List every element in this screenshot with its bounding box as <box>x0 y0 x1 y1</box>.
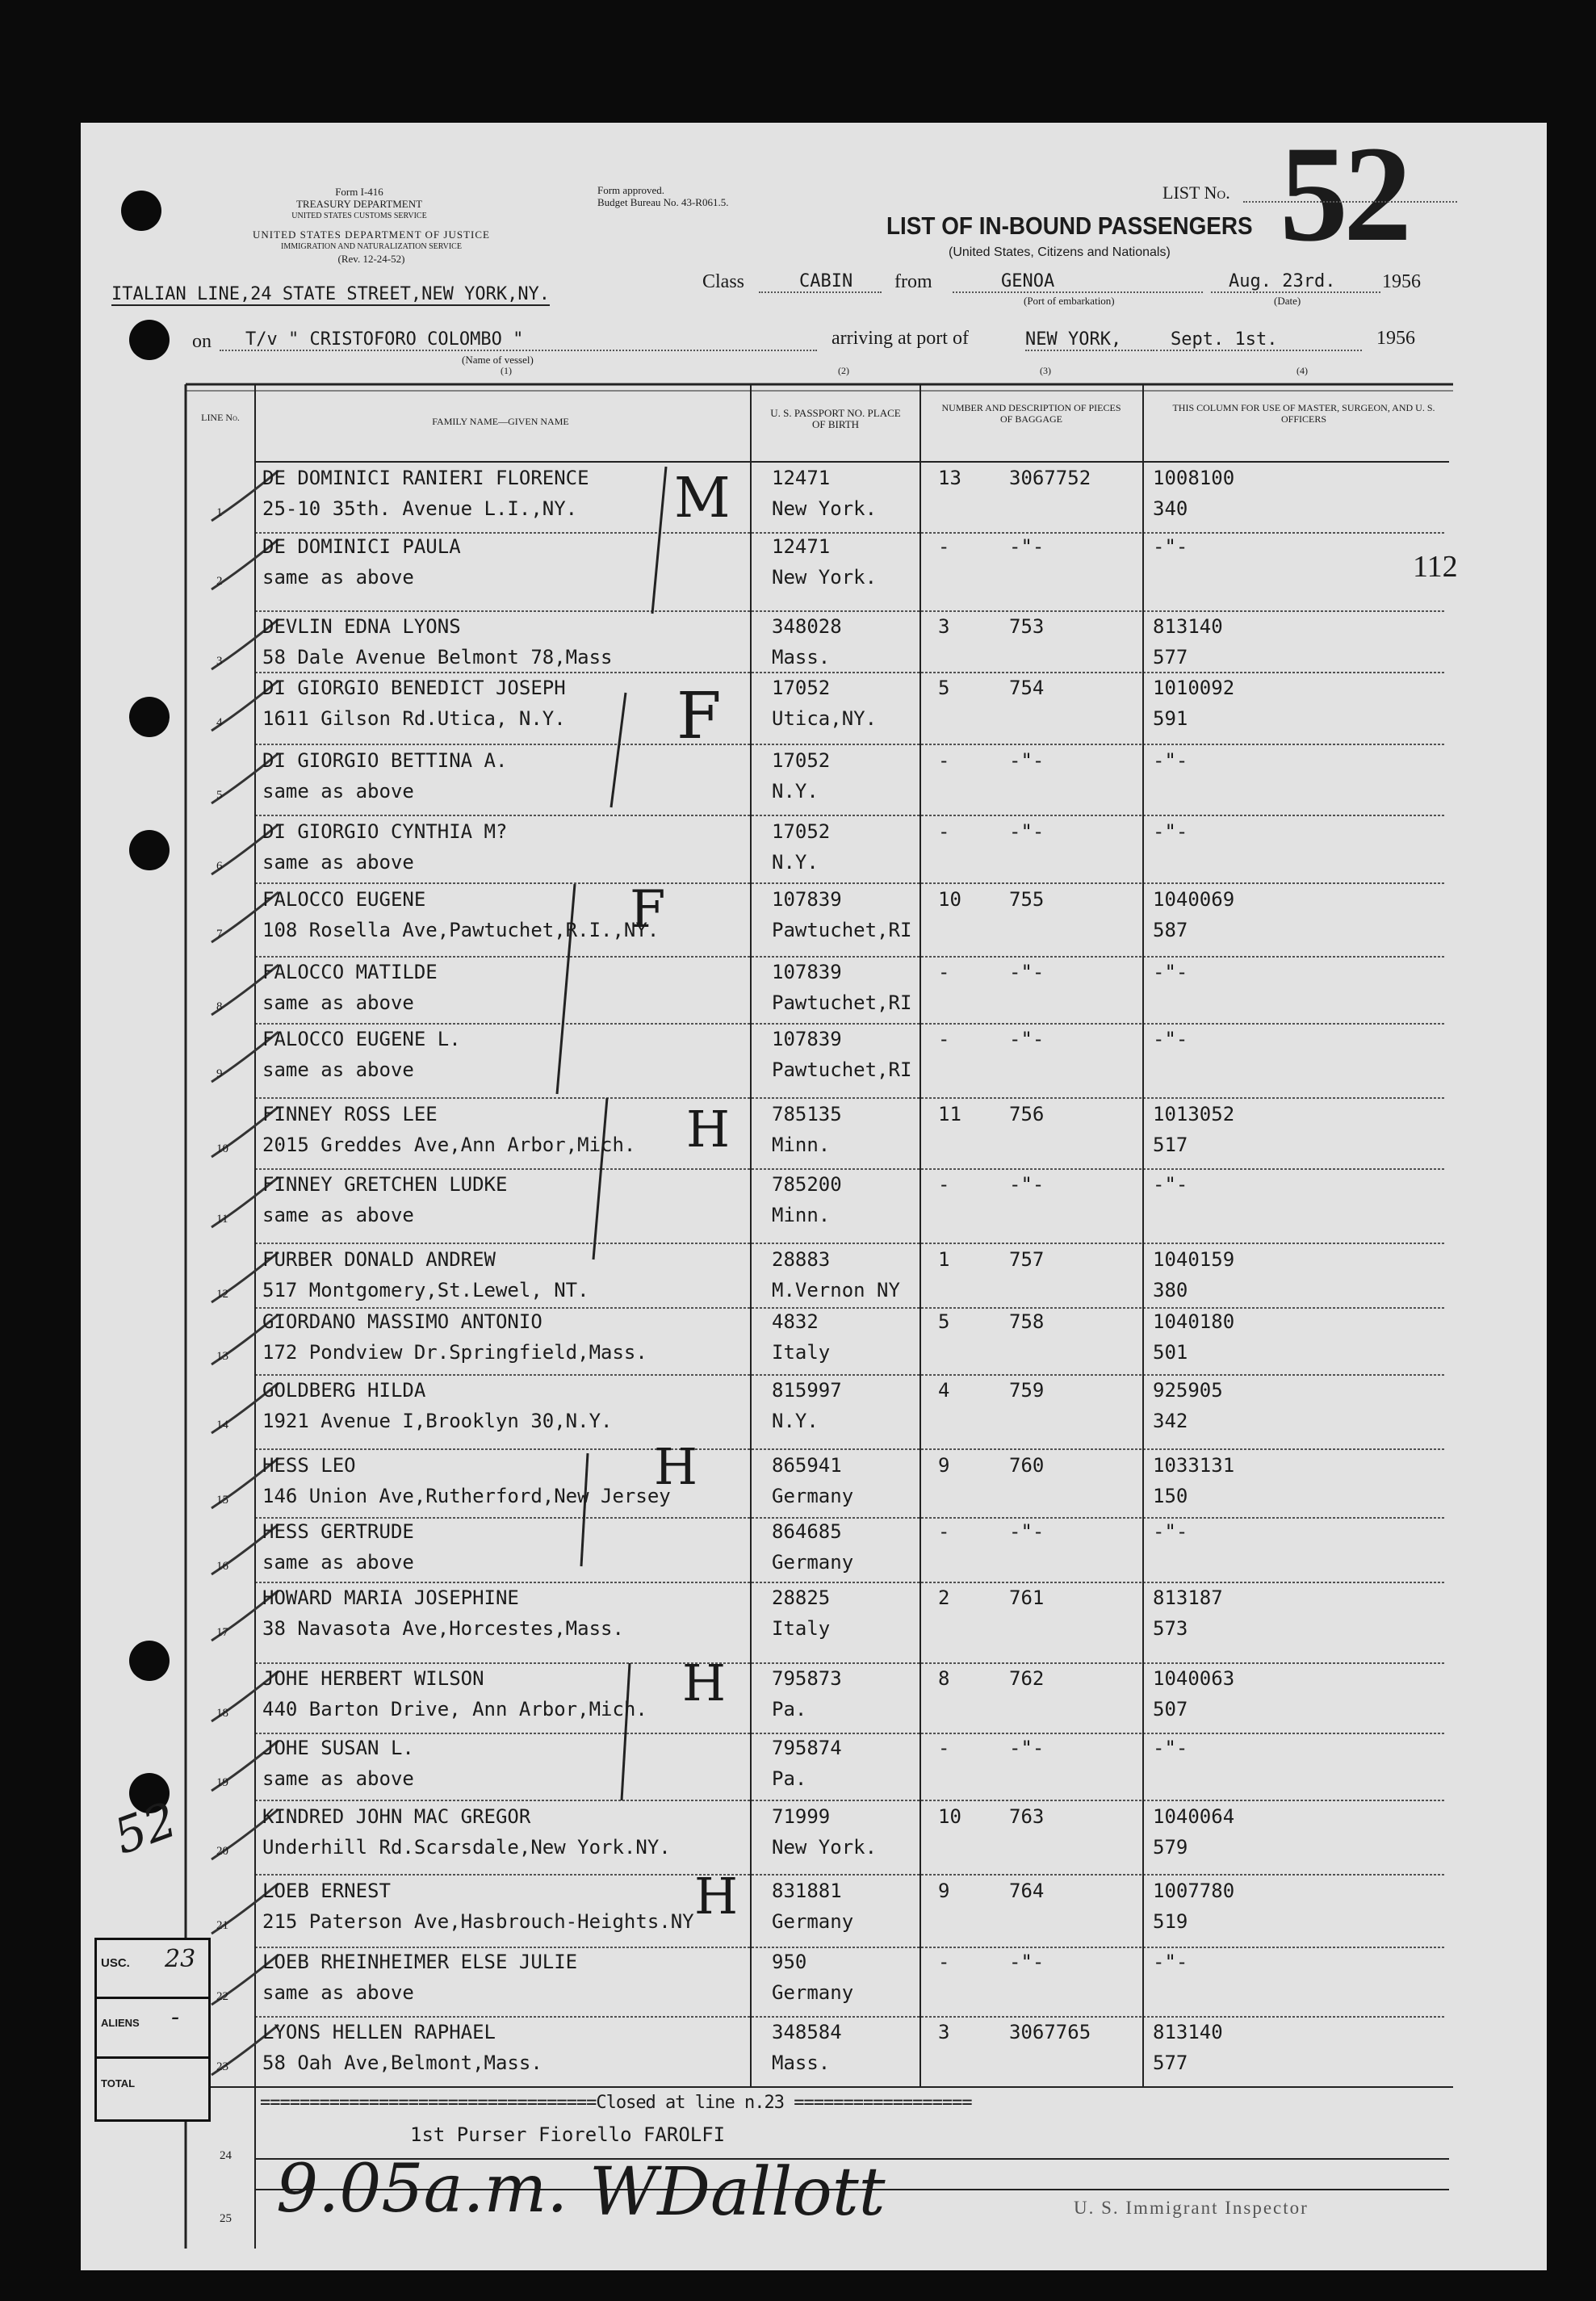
col4-note: (4) <box>1296 365 1308 376</box>
officer-code: -"- <box>1153 961 1188 983</box>
budget-bureau: Budget Bureau No. 43-R061.5. <box>597 196 729 208</box>
baggage-pieces: - <box>938 1951 950 1973</box>
officer-subcode: 591 <box>1153 707 1188 730</box>
passenger-address: 440 Barton Drive, Ann Arbor,Mich. <box>262 1698 647 1721</box>
passenger-address: 38 Navasota Ave,Horcestes,Mass. <box>262 1617 624 1640</box>
passenger-name: DEVLIN EDNA LYONS <box>262 615 461 638</box>
line-number: 12 <box>216 1288 228 1301</box>
purser-name: 1st Purser Fiorello FAROLFI <box>410 2123 726 2146</box>
place-of-birth: Italy <box>772 1341 831 1364</box>
line-number: 19 <box>216 1776 228 1789</box>
passenger-address: 58 Oah Ave,Belmont,Mass. <box>262 2052 542 2074</box>
baggage-pieces: - <box>938 1028 950 1050</box>
passport-number: 950 <box>772 1951 807 1973</box>
customs-service: UNITED STATES CUSTOMS SERVICE <box>291 212 427 220</box>
manifest-subtitle: (United States, Citizens and Nationals) <box>949 245 1171 259</box>
passenger-address: 108 Rosella Ave,Pawtuchet,R.I.,NY. <box>262 919 660 941</box>
officer-code: -"- <box>1153 749 1188 772</box>
baggage-number: 759 <box>1009 1379 1045 1402</box>
passport-number: 17052 <box>772 677 831 699</box>
line-number: 16 <box>216 1560 228 1573</box>
passenger-name: GOLDBERG HILDA <box>262 1379 426 1402</box>
officer-code: -"- <box>1153 1737 1188 1759</box>
class-value: CABIN <box>759 271 882 293</box>
passport-number: 865941 <box>772 1454 842 1477</box>
place-of-birth: Pawtuchet,RI <box>772 919 912 941</box>
line-number: 10 <box>216 1142 228 1155</box>
form-number: Form I-416 <box>335 186 383 198</box>
col1-note: (1) <box>501 365 512 376</box>
baggage-pieces: 11 <box>938 1103 961 1125</box>
col2-note: (2) <box>838 365 849 376</box>
officer-code: 1013052 <box>1153 1103 1235 1125</box>
officer-subcode: 587 <box>1153 919 1188 941</box>
punch-hole <box>129 697 170 737</box>
passport-number: 107839 <box>772 961 842 983</box>
list-label: LIST No. <box>1162 182 1230 203</box>
baggage-pieces: 3 <box>938 615 950 638</box>
passenger-address: 1611 Gilson Rd.Utica, N.Y. <box>262 707 566 730</box>
line-number-25: 25 <box>220 2212 232 2225</box>
on-label: on <box>192 331 212 352</box>
line-number: 15 <box>216 1494 228 1507</box>
place-of-birth: Pawtuchet,RI <box>772 1058 912 1081</box>
officer-subcode: 519 <box>1153 1910 1188 1933</box>
officer-subcode: 517 <box>1153 1134 1188 1156</box>
officer-code: -"- <box>1153 1028 1188 1050</box>
alien-count-stamp <box>94 1938 211 2122</box>
baggage-number: 3067752 <box>1009 467 1091 489</box>
shipping-line: ITALIAN LINE,24 STATE STREET,NEW YORK,NY. <box>111 284 551 304</box>
passport-number: 785135 <box>772 1103 842 1125</box>
officer-subcode: 577 <box>1153 2052 1188 2074</box>
punch-hole <box>129 320 170 360</box>
punch-hole <box>129 1641 170 1681</box>
line-number: 21 <box>216 1919 228 1932</box>
place-of-birth: Pa. <box>772 1767 807 1790</box>
baggage-pieces: 5 <box>938 1310 950 1333</box>
line-number: 5 <box>216 789 223 802</box>
baggage-pieces: 1 <box>938 1248 950 1271</box>
line-number: 13 <box>216 1350 228 1363</box>
passenger-address: 146 Union Ave,Rutherford,New Jersey <box>262 1485 671 1507</box>
officer-code: -"- <box>1153 535 1188 558</box>
passport-number: 795873 <box>772 1667 842 1690</box>
passenger-address: same as above <box>262 1204 414 1226</box>
immigrant-inspector-label: U. S. Immigrant Inspector <box>1074 2198 1309 2218</box>
passenger-address: 1921 Avenue I,Brooklyn 30,N.Y. <box>262 1410 613 1432</box>
place-of-birth: New York. <box>772 1836 878 1859</box>
passenger-address: same as above <box>262 1981 414 2004</box>
baggage-number: 763 <box>1009 1805 1045 1828</box>
handwritten-mark: H <box>694 1867 739 1926</box>
baggage-pieces: - <box>938 1520 950 1543</box>
baggage-number: 762 <box>1009 1667 1045 1690</box>
officer-code: 1040064 <box>1153 1805 1235 1828</box>
place-of-birth: M.Vernon NY <box>772 1279 900 1301</box>
left-margin-number: 52 <box>107 1792 185 1866</box>
officer-subcode: 573 <box>1153 1617 1188 1640</box>
passenger-name: DI GIORGIO BETTINA A. <box>262 749 508 772</box>
list-number: 52 <box>1280 118 1407 270</box>
place-of-birth: Pawtuchet,RI <box>772 991 912 1014</box>
line-number: 8 <box>216 1000 223 1013</box>
baggage-pieces: - <box>938 1737 950 1759</box>
passport-number: 71999 <box>772 1805 831 1828</box>
line-number: 14 <box>216 1419 228 1431</box>
passenger-name: HOWARD MARIA JOSEPHINE <box>262 1586 519 1609</box>
passenger-name: KINDRED JOHN MAC GREGOR <box>262 1805 531 1828</box>
baggage-number: 753 <box>1009 615 1045 638</box>
passenger-name: DI GIORGIO BENEDICT JOSEPH <box>262 677 566 699</box>
officer-subcode: 577 <box>1153 646 1188 669</box>
officer-code: -"- <box>1153 1951 1188 1973</box>
officer-subcode: 501 <box>1153 1341 1188 1364</box>
passport-number: 28883 <box>772 1248 831 1271</box>
officer-code: 1040063 <box>1153 1667 1235 1690</box>
passenger-name: FALOCCO MATILDE <box>262 961 438 983</box>
officer-subcode: 579 <box>1153 1836 1188 1859</box>
passenger-address: 2015 Greddes Ave,Ann Arbor,Mich. <box>262 1134 636 1156</box>
line-number: 3 <box>216 655 223 668</box>
baggage-pieces: - <box>938 1173 950 1196</box>
passport-number: 815997 <box>772 1379 842 1402</box>
officer-subcode: 507 <box>1153 1698 1188 1721</box>
place-of-birth: Germany <box>772 1551 854 1574</box>
place-of-birth: N.Y. <box>772 1410 819 1432</box>
header-officers: THIS COLUMN FOR USE OF MASTER, SURGEON, AND U. S. OFFICERS <box>1172 402 1435 425</box>
passport-number: 17052 <box>772 820 831 843</box>
header-line-no: LINE No. <box>201 412 240 423</box>
passenger-name: DE DOMINICI PAULA <box>262 535 461 558</box>
passenger-address: 215 Paterson Ave,Hasbrouch-Heights.NY <box>262 1910 694 1933</box>
baggage-pieces: 9 <box>938 1454 950 1477</box>
passenger-name: FINNEY ROSS LEE <box>262 1103 438 1125</box>
baggage-pieces: - <box>938 820 950 843</box>
line-number: 7 <box>216 928 223 941</box>
passenger-name: JOHE SUSAN L. <box>262 1737 414 1759</box>
baggage-number: -"- <box>1009 1173 1045 1196</box>
baggage-pieces: 3 <box>938 2021 950 2043</box>
stamp-total-label: TOTAL <box>101 2077 136 2089</box>
arriving-label: arriving at port of <box>832 328 969 349</box>
line-number: 22 <box>216 1990 228 2003</box>
punch-hole <box>121 191 161 231</box>
vessel-name: T/v " CRISTOFORO COLOMBO " <box>220 329 817 351</box>
officer-subcode: 342 <box>1153 1410 1188 1432</box>
baggage-pieces: 4 <box>938 1379 950 1402</box>
baggage-number: 754 <box>1009 677 1045 699</box>
arrival-date: Sept. 1st. <box>1156 329 1362 351</box>
passenger-name: FURBER DONALD ANDREW <box>262 1248 496 1271</box>
stamp-usc-label: USC. <box>101 1956 130 1970</box>
baggage-number: -"- <box>1009 1520 1045 1543</box>
baggage-number: 3067765 <box>1009 2021 1091 2043</box>
form-revision: (Rev. 12-24-52) <box>337 253 405 265</box>
handwritten-mark: H <box>686 1100 731 1159</box>
officer-subcode: 380 <box>1153 1279 1188 1301</box>
baggage-number: -"- <box>1009 535 1045 558</box>
baggage-number: 761 <box>1009 1586 1045 1609</box>
handwritten-time: 9.05a.m. <box>276 2151 568 2228</box>
passenger-address: 25-10 35th. Avenue L.I.,NY. <box>262 497 578 520</box>
baggage-pieces: - <box>938 961 950 983</box>
place-of-birth: N.Y. <box>772 851 819 874</box>
arrival-year: 1956 <box>1376 328 1415 349</box>
baggage-number: 757 <box>1009 1248 1045 1271</box>
passenger-name: GIORDANO MASSIMO ANTONIO <box>262 1310 542 1333</box>
header-name: FAMILY NAME—GIVEN NAME <box>432 416 569 427</box>
vessel-note: (Name of vessel) <box>462 354 534 366</box>
passenger-address: Underhill Rd.Scarsdale,New York.NY. <box>262 1836 671 1859</box>
baggage-pieces: 8 <box>938 1667 950 1690</box>
officer-code: 813187 <box>1153 1586 1223 1609</box>
baggage-number: 760 <box>1009 1454 1045 1477</box>
passenger-name: DE DOMINICI RANIERI FLORENCE <box>262 467 589 489</box>
handwritten-mark: H <box>654 1437 698 1496</box>
stamp-usc-value: 23 <box>165 1945 196 1973</box>
baggage-pieces: 2 <box>938 1586 950 1609</box>
closed-line: ==================================Closed at line n.23 ================== <box>260 2093 972 2113</box>
place-of-birth: Germany <box>772 1910 854 1933</box>
passenger-name: LOEB RHEINHEIMER ELSE JULIE <box>262 1951 578 1973</box>
stamp-aliens-value: - <box>171 2003 180 2031</box>
passport-number: 12471 <box>772 535 831 558</box>
place-of-birth: Pa. <box>772 1698 807 1721</box>
passport-number: 831881 <box>772 1880 842 1902</box>
passenger-address: same as above <box>262 566 414 589</box>
passenger-name: LOEB ERNEST <box>262 1880 391 1902</box>
passenger-address: same as above <box>262 1767 414 1790</box>
justice-dept: UNITED STATES DEPARTMENT OF JUSTICE <box>253 228 490 241</box>
passenger-address: 58 Dale Avenue Belmont 78,Mass <box>262 646 613 669</box>
passenger-name: HESS LEO <box>262 1454 356 1477</box>
class-label: Class <box>702 271 745 292</box>
baggage-number: -"- <box>1009 1028 1045 1050</box>
line-number: 11 <box>216 1213 228 1226</box>
passport-number: 4832 <box>772 1310 819 1333</box>
manifest-title: LIST OF IN-BOUND PASSENGERS <box>886 212 1253 240</box>
passenger-address: same as above <box>262 1058 414 1081</box>
baggage-number: -"- <box>1009 820 1045 843</box>
baggage-number: -"- <box>1009 1951 1045 1973</box>
line-number: 2 <box>216 575 223 588</box>
place-of-birth: Germany <box>772 1485 854 1507</box>
embark-date: Aug. 23rd. <box>1211 271 1380 293</box>
embark-year: 1956 <box>1382 271 1421 292</box>
passenger-address: same as above <box>262 991 414 1014</box>
place-of-birth: Minn. <box>772 1204 831 1226</box>
line-number: 23 <box>216 2060 228 2073</box>
passport-number: 795874 <box>772 1737 842 1759</box>
header-baggage: NUMBER AND DESCRIPTION OF PIECES OF BAGGAGE <box>941 402 1121 425</box>
passenger-address: same as above <box>262 780 414 803</box>
officer-code: 1040159 <box>1153 1248 1235 1271</box>
passenger-address: same as above <box>262 1551 414 1574</box>
from-label: from <box>894 271 932 292</box>
officer-code: -"- <box>1153 820 1188 843</box>
col3-note: (3) <box>1040 365 1051 376</box>
line-number-24: 24 <box>220 2149 232 2162</box>
baggage-pieces: 5 <box>938 677 950 699</box>
place-of-birth: N.Y. <box>772 780 819 803</box>
place-of-birth: Italy <box>772 1617 831 1640</box>
officer-subcode: 340 <box>1153 497 1188 520</box>
passenger-name: FALOCCO EUGENE <box>262 888 426 911</box>
embark-port-note: (Port of embarkation) <box>1024 295 1115 307</box>
baggage-pieces: - <box>938 535 950 558</box>
baggage-number: -"- <box>1009 961 1045 983</box>
inspector-signature: WDallott <box>589 2154 886 2231</box>
baggage-pieces: 10 <box>938 1805 961 1828</box>
officer-code: -"- <box>1153 1520 1188 1543</box>
arrival-port: NEW YORK, <box>1025 329 1154 351</box>
place-of-birth: Germany <box>772 1981 854 2004</box>
place-of-birth: Minn. <box>772 1134 831 1156</box>
passport-number: 107839 <box>772 888 842 911</box>
baggage-number: 756 <box>1009 1103 1045 1125</box>
place-of-birth: New York. <box>772 497 878 520</box>
baggage-pieces: 9 <box>938 1880 950 1902</box>
handwritten-mark: M <box>674 467 731 530</box>
officer-code: 1010092 <box>1153 677 1235 699</box>
passenger-name: DI GIORGIO CYNTHIA M? <box>262 820 508 843</box>
officer-code: 1040180 <box>1153 1310 1235 1333</box>
place-of-birth: New York. <box>772 566 878 589</box>
passenger-address: same as above <box>262 851 414 874</box>
treasury-dept: TREASURY DEPARTMENT <box>295 198 423 210</box>
passenger-name: FALOCCO EUGENE L. <box>262 1028 461 1050</box>
passport-number: 107839 <box>772 1028 842 1050</box>
passenger-name: LYONS HELLEN RAPHAEL <box>262 2021 496 2043</box>
passenger-name: HESS GERTRUDE <box>262 1520 414 1543</box>
baggage-pieces: - <box>938 749 950 772</box>
passport-number: 348584 <box>772 2021 842 2043</box>
baggage-number: 758 <box>1009 1310 1045 1333</box>
line-number: 1 <box>216 506 223 519</box>
place-of-birth: Mass. <box>772 646 831 669</box>
baggage-number: -"- <box>1009 749 1045 772</box>
passenger-name: FINNEY GRETCHEN LUDKE <box>262 1173 508 1196</box>
passport-number: 348028 <box>772 615 842 638</box>
passport-number: 864685 <box>772 1520 842 1543</box>
passport-number: 12471 <box>772 467 831 489</box>
header-passport: U. S. PASSPORT NO. PLACE OF BIRTH <box>770 407 901 430</box>
line-number: 4 <box>216 716 223 729</box>
date-note: (Date) <box>1274 295 1301 307</box>
officer-subcode: 150 <box>1153 1485 1188 1507</box>
officer-code: 813140 <box>1153 615 1223 638</box>
passenger-address: 517 Montgomery,St.Lewel, NT. <box>262 1279 589 1301</box>
right-count: 112 <box>1413 550 1458 584</box>
embark-port: GENOA <box>953 271 1203 293</box>
form-approved: Form approved. <box>597 184 665 196</box>
baggage-number: -"- <box>1009 1737 1045 1759</box>
place-of-birth: Utica,NY. <box>772 707 878 730</box>
ins-service: IMMIGRATION AND NATURALIZATION SERVICE <box>281 242 462 251</box>
officer-code: 1040069 <box>1153 888 1235 911</box>
officer-code: 813140 <box>1153 2021 1223 2043</box>
passenger-name: JOHE HERBERT WILSON <box>262 1667 484 1690</box>
passport-number: 28825 <box>772 1586 831 1609</box>
place-of-birth: Mass. <box>772 2052 831 2074</box>
officer-code: 925905 <box>1153 1379 1223 1402</box>
passport-number: 17052 <box>772 749 831 772</box>
officer-code: 1008100 <box>1153 467 1235 489</box>
passport-number: 785200 <box>772 1173 842 1196</box>
passenger-address: 172 Pondview Dr.Springfield,Mass. <box>262 1341 647 1364</box>
officer-code: 1033131 <box>1153 1454 1235 1477</box>
line-number: 6 <box>216 860 223 873</box>
line-number: 9 <box>216 1067 223 1080</box>
line-number: 20 <box>216 1845 228 1858</box>
line-number: 18 <box>216 1707 228 1720</box>
officer-code: 1007780 <box>1153 1880 1235 1902</box>
handwritten-mark: H <box>682 1653 727 1712</box>
baggage-number: 755 <box>1009 888 1045 911</box>
baggage-number: 764 <box>1009 1880 1045 1902</box>
line-number: 17 <box>216 1626 228 1639</box>
officer-code: -"- <box>1153 1173 1188 1196</box>
handwritten-mark: F <box>630 880 666 940</box>
stamp-aliens-label: ALIENS <box>101 2017 140 2029</box>
handwritten-mark: F <box>677 678 722 753</box>
punch-hole <box>129 830 170 870</box>
baggage-pieces: 10 <box>938 888 961 911</box>
baggage-pieces: 13 <box>938 467 961 489</box>
